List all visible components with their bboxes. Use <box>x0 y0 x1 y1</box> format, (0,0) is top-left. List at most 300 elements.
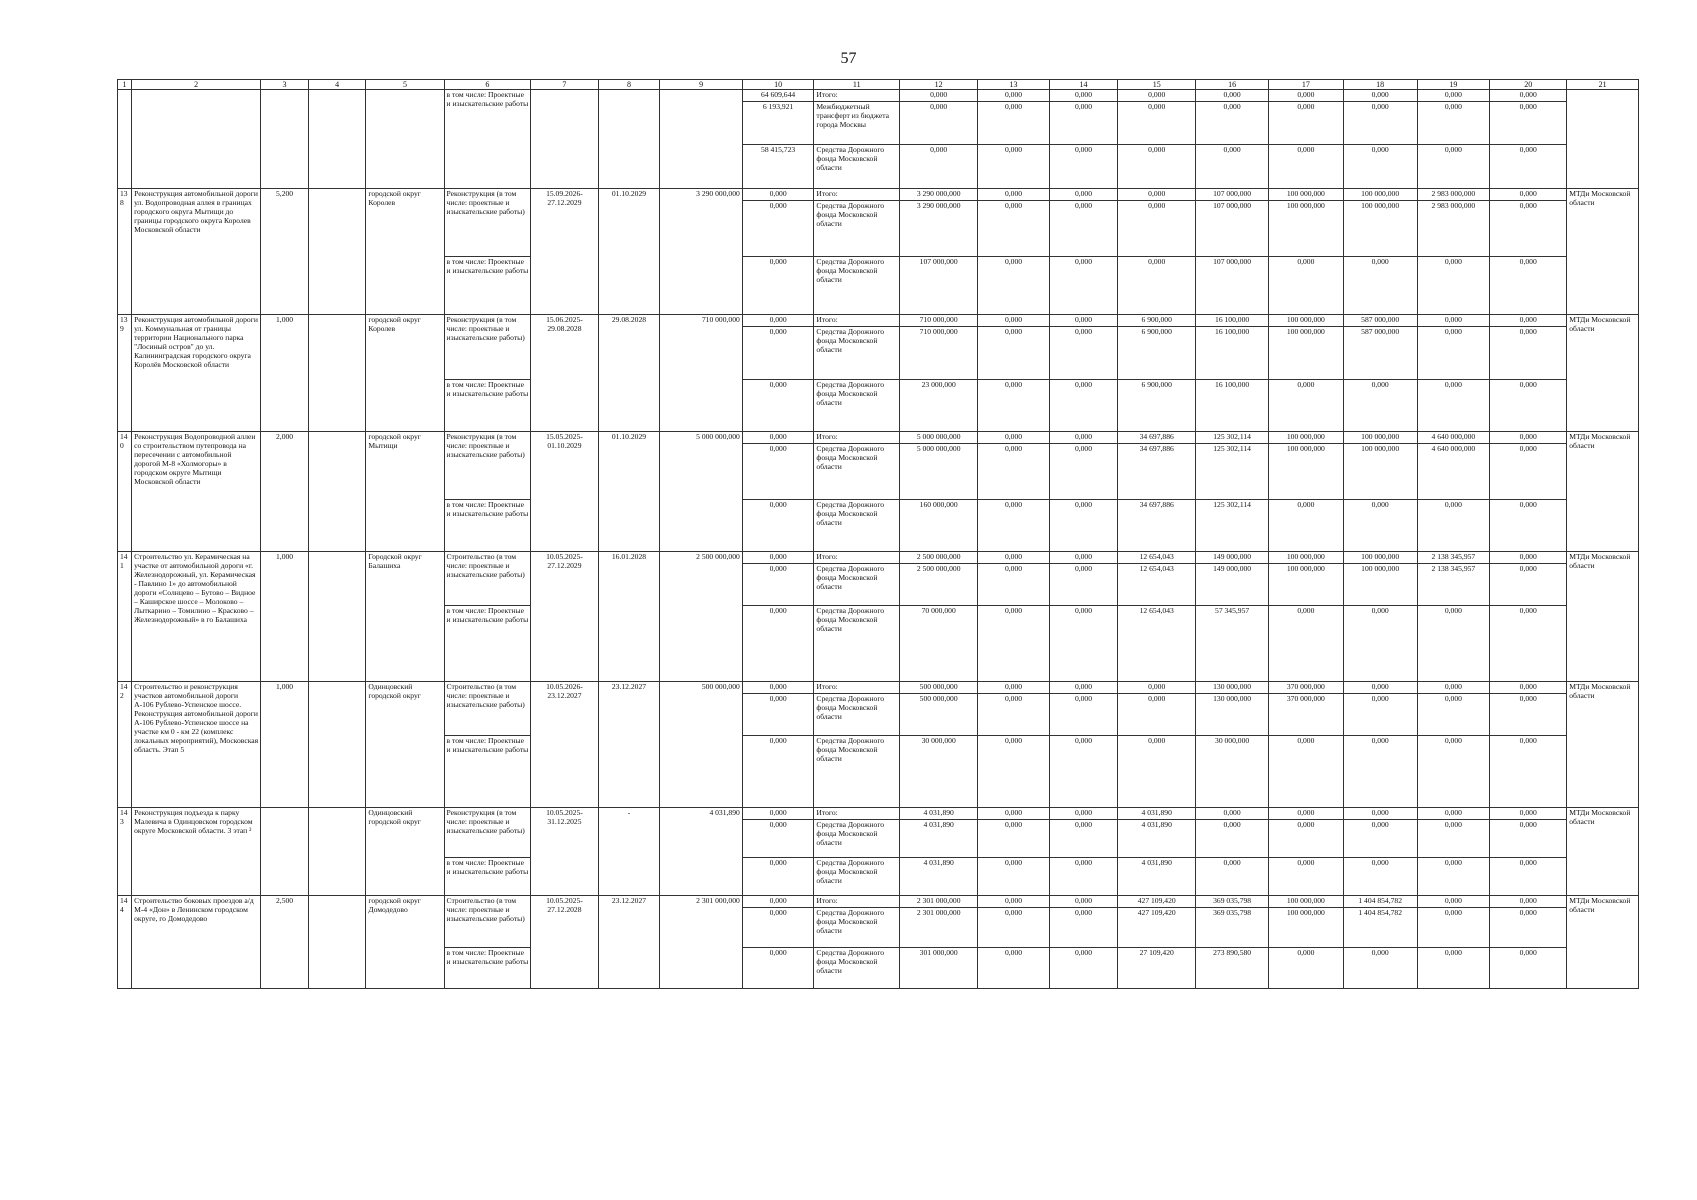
amount-cell: 0,000 <box>1049 500 1117 552</box>
period-cell: 10.05.2025-31.12.2025 <box>531 808 598 896</box>
amount-cell: 0,000 <box>1268 808 1343 820</box>
amount-cell: 0,000 <box>742 380 814 432</box>
amount-cell: 149 000,000 <box>1196 564 1269 606</box>
amount-cell: 1 404 854,782 <box>1343 896 1417 908</box>
table-row <box>118 808 1639 820</box>
municipality-cell: городской округ Королев <box>366 189 444 315</box>
amount-cell: 5 000 000,000 <box>900 444 978 500</box>
amount-cell: 0,000 <box>1049 189 1117 201</box>
amount-cell: 0,000 <box>978 694 1050 736</box>
table-row <box>118 432 1639 444</box>
amount-cell: 0,000 <box>1417 327 1490 380</box>
municipality-cell: городской округ Мытищи <box>366 432 444 552</box>
amount-cell: 0,000 <box>978 736 1050 808</box>
funding-source-cell: Средства Дорожного фонда Московской области <box>814 606 900 682</box>
amount-cell: 0,000 <box>742 257 814 315</box>
amount-cell: 427 109,420 <box>1118 908 1196 948</box>
amount-cell: 0,000 <box>1268 257 1343 315</box>
amount-cell: 0,000 <box>978 257 1050 315</box>
amount-cell: 5 000 000,000 <box>900 432 978 444</box>
amount-cell: 0,000 <box>1490 90 1567 102</box>
funding-source-cell: Итого: <box>814 90 900 102</box>
funding-source-cell: Средства Дорожного фонда Московской области <box>814 500 900 552</box>
amount-cell: 2 301 000,000 <box>900 896 978 908</box>
amount-cell: 0,000 <box>1417 896 1490 908</box>
amount-cell: 6 900,000 <box>1118 315 1196 327</box>
completion-date-cell: 16.01.2028 <box>598 552 660 682</box>
completion-date-cell: 01.10.2029 <box>598 189 660 315</box>
amount-cell: 4 031,890 <box>900 858 978 896</box>
amount-cell: 0,000 <box>978 552 1050 564</box>
amount-cell: 0,000 <box>1490 201 1567 257</box>
amount-cell: 0,000 <box>742 682 814 694</box>
column-number: 21 <box>1567 80 1639 90</box>
amount-cell: 100 000,000 <box>1343 552 1417 564</box>
amount-cell: 427 109,420 <box>1118 896 1196 908</box>
amount-cell: 0,000 <box>1049 896 1117 908</box>
amount-cell: 0,000 <box>1196 858 1269 896</box>
amount-cell: 100 000,000 <box>1268 908 1343 948</box>
amount-cell: 0,000 <box>1490 606 1567 682</box>
amount-cell: 100 000,000 <box>1268 432 1343 444</box>
period-cell: 10.05.2025-27.12.2029 <box>531 552 598 682</box>
amount-cell: 27 109,420 <box>1118 948 1196 989</box>
amount-cell: 0,000 <box>1417 694 1490 736</box>
amount-cell: 0,000 <box>1049 201 1117 257</box>
column-number: 2 <box>132 80 261 90</box>
work-type-cell: в том числе: Проектные и изыскательские работы <box>444 948 531 989</box>
empty-cell <box>1567 90 1639 189</box>
empty-cell <box>261 90 309 189</box>
period-cell: 10.05.2025-27.12.2028 <box>531 896 598 989</box>
amount-cell: 0,000 <box>978 432 1050 444</box>
empty-cell <box>308 552 365 682</box>
amount-cell: 100 000,000 <box>1343 201 1417 257</box>
completion-date-cell: - <box>598 808 660 896</box>
amount-cell: 0,000 <box>1490 257 1567 315</box>
amount-cell: 2 138 345,957 <box>1417 552 1490 564</box>
amount-cell: 0,000 <box>1118 90 1196 102</box>
funding-source-cell: Средства Дорожного фонда Московской области <box>814 908 900 948</box>
amount-cell: 0,000 <box>1490 564 1567 606</box>
period-cell: 15.06.2025-29.08.2028 <box>531 315 598 432</box>
amount-cell: 0,000 <box>978 145 1050 189</box>
project-name-cell: Реконструкция Водопроводной аллеи со строительством путепровода на пересечении с автомобильной дорогой М-8 «Холмогоры» в городском округе Мытищи Московской области <box>132 432 261 552</box>
amount-cell: 0,000 <box>742 564 814 606</box>
amount-cell: 0,000 <box>1343 500 1417 552</box>
amount-cell: 369 035,798 <box>1196 908 1269 948</box>
amount-cell: 0,000 <box>1417 145 1490 189</box>
amount-cell: 0,000 <box>1417 380 1490 432</box>
municipality-cell: городской округ Королев <box>366 315 444 432</box>
amount-cell: 0,000 <box>1490 145 1567 189</box>
amount-cell: 0,000 <box>1343 736 1417 808</box>
amount-cell: 0,000 <box>742 444 814 500</box>
amount-cell: 0,000 <box>1343 694 1417 736</box>
column-number: 10 <box>742 80 814 90</box>
amount-cell: 107 000,000 <box>1196 189 1269 201</box>
amount-cell: 149 000,000 <box>1196 552 1269 564</box>
amount-cell: 0,000 <box>1343 257 1417 315</box>
amount-cell: 3 290 000,000 <box>900 189 978 201</box>
amount-cell: 64 609,644 <box>742 90 814 102</box>
amount-cell: 34 697,886 <box>1118 444 1196 500</box>
empty-cell <box>308 896 365 989</box>
amount-cell: 0,000 <box>742 327 814 380</box>
page-number: 57 <box>840 50 857 67</box>
cost-cell: 2 500 000,000 <box>660 552 742 682</box>
amount-cell: 0,000 <box>978 682 1050 694</box>
funding-source-cell: Средства Дорожного фонда Московской области <box>814 327 900 380</box>
amount-cell: 1 404 854,782 <box>1343 908 1417 948</box>
amount-cell: 0,000 <box>1268 820 1343 858</box>
amount-cell: 0,000 <box>978 908 1050 948</box>
amount-cell: 0,000 <box>1049 552 1117 564</box>
amount-cell: 0,000 <box>1196 808 1269 820</box>
amount-cell: 273 890,580 <box>1196 948 1269 989</box>
executor-cell: МТДи Московской области <box>1567 315 1639 432</box>
amount-cell: 0,000 <box>1196 102 1269 145</box>
work-type-cell: Строительство (в том числе: проектные и изыскательские работы) <box>444 552 531 606</box>
amount-cell: 0,000 <box>1343 820 1417 858</box>
empty-cell <box>308 432 365 552</box>
amount-cell: 0,000 <box>978 102 1050 145</box>
work-type-cell: Реконструкция (в том числе: проектные и изыскательские работы) <box>444 315 531 380</box>
column-number: 13 <box>978 80 1050 90</box>
amount-cell: 0,000 <box>742 896 814 908</box>
funding-source-cell: Средства Дорожного фонда Московской области <box>814 380 900 432</box>
row-number-cell: 140 <box>118 432 132 552</box>
amount-cell: 0,000 <box>978 90 1050 102</box>
funding-source-cell: Средства Дорожного фонда Московской области <box>814 564 900 606</box>
amount-cell: 0,000 <box>1343 145 1417 189</box>
work-type-cell: в том числе: Проектные и изыскательские работы <box>444 606 531 682</box>
amount-cell: 0,000 <box>1490 682 1567 694</box>
table-row <box>118 189 1639 201</box>
amount-cell: 0,000 <box>1490 858 1567 896</box>
amount-cell: 0,000 <box>978 327 1050 380</box>
amount-cell: 0,000 <box>978 444 1050 500</box>
amount-cell: 130 000,000 <box>1196 682 1269 694</box>
amount-cell: 0,000 <box>1049 606 1117 682</box>
column-number: 17 <box>1268 80 1343 90</box>
amount-cell: 100 000,000 <box>1268 189 1343 201</box>
project-name-cell: Строительство и реконструкция участков автомобильной дороги А-106 Рублево-Успенское шоссе. Реконструкция автомобильной дороги А-106 Рублево-Успенское шоссе на участке км 0 - км 22 (комплекс локальных мероприятий), Московская область. Этап 5 <box>132 682 261 808</box>
work-type-cell: в том числе: Проектные и изыскательские работы <box>444 257 531 315</box>
project-name-cell: Строительство ул. Керамическая на участке от автомобильной дороги «г. Железнодорожный, ул. Керамическая - Павлино 1» до автомобильной дороги «Солнцево – Бутово – Видное – Каширское шоссе – Молоково – Лыткарино – Томилино – Красково – Железнодорожный» в го Балашиха <box>132 552 261 682</box>
column-number: 6 <box>444 80 531 90</box>
funding-source-cell: Средства Дорожного фонда Московской области <box>814 201 900 257</box>
amount-cell: 0,000 <box>742 694 814 736</box>
amount-cell: 587 000,000 <box>1343 327 1417 380</box>
completion-date-cell: 29.08.2028 <box>598 315 660 432</box>
funding-source-cell: Средства Дорожного фонда Московской области <box>814 694 900 736</box>
completion-date-cell: 01.10.2029 <box>598 432 660 552</box>
period-cell: 15.05.2025-01.10.2029 <box>531 432 598 552</box>
amount-cell: 0,000 <box>1417 820 1490 858</box>
amount-cell: 0,000 <box>1490 808 1567 820</box>
amount-cell: 0,000 <box>742 552 814 564</box>
amount-cell: 0,000 <box>1343 380 1417 432</box>
amount-cell: 0,000 <box>978 201 1050 257</box>
column-number: 18 <box>1343 80 1417 90</box>
amount-cell: 0,000 <box>1490 327 1567 380</box>
amount-cell: 0,000 <box>1490 500 1567 552</box>
empty-cell <box>660 90 742 189</box>
column-number: 1 <box>118 80 132 90</box>
amount-cell: 0,000 <box>1049 948 1117 989</box>
amount-cell: 0,000 <box>1049 432 1117 444</box>
cost-cell: 500 000,000 <box>660 682 742 808</box>
completion-date-cell: 23.12.2027 <box>598 896 660 989</box>
amount-cell: 0,000 <box>742 500 814 552</box>
amount-cell: 0,000 <box>978 500 1050 552</box>
amount-cell: 370 000,000 <box>1268 682 1343 694</box>
amount-cell: 0,000 <box>1343 90 1417 102</box>
empty-cell <box>308 90 365 189</box>
amount-cell: 0,000 <box>742 736 814 808</box>
amount-cell: 2 500 000,000 <box>900 552 978 564</box>
empty-cell <box>598 90 660 189</box>
amount-cell: 0,000 <box>978 606 1050 682</box>
municipality-cell: городской округ Домодедово <box>366 896 444 989</box>
amount-cell: 0,000 <box>1196 90 1269 102</box>
empty-cell <box>531 90 598 189</box>
completion-date-cell: 23.12.2027 <box>598 682 660 808</box>
amount-cell: 0,000 <box>1417 102 1490 145</box>
amount-cell: 70 000,000 <box>900 606 978 682</box>
executor-cell: МТДи Московской области <box>1567 682 1639 808</box>
amount-cell: 0,000 <box>1417 500 1490 552</box>
funding-source-cell: Итого: <box>814 552 900 564</box>
amount-cell: 370 000,000 <box>1268 694 1343 736</box>
amount-cell: 0,000 <box>1118 201 1196 257</box>
amount-cell: 0,000 <box>1417 908 1490 948</box>
funding-source-cell: Итого: <box>814 189 900 201</box>
work-type-cell: Строительство (в том числе: проектные и изыскательские работы) <box>444 896 531 948</box>
column-number: 20 <box>1490 80 1567 90</box>
executor-cell: МТДи Московской области <box>1567 189 1639 315</box>
table-row <box>118 315 1639 327</box>
amount-cell: 0,000 <box>1268 948 1343 989</box>
amount-cell: 100 000,000 <box>1268 315 1343 327</box>
column-number: 9 <box>660 80 742 90</box>
amount-cell: 0,000 <box>1490 432 1567 444</box>
cost-cell: 5 000 000,000 <box>660 432 742 552</box>
amount-cell: 0,000 <box>900 145 978 189</box>
amount-cell: 34 697,886 <box>1118 432 1196 444</box>
amount-cell: 0,000 <box>1049 380 1117 432</box>
length-cell: 1,000 <box>261 315 309 432</box>
amount-cell: 0,000 <box>1118 145 1196 189</box>
amount-cell: 0,000 <box>1118 736 1196 808</box>
amount-cell: 0,000 <box>1417 257 1490 315</box>
amount-cell: 0,000 <box>1417 858 1490 896</box>
amount-cell: 30 000,000 <box>900 736 978 808</box>
amount-cell: 100 000,000 <box>1268 444 1343 500</box>
project-name-cell: Реконструкция автомобильной дороги ул. Водопроводная аллея в границах городского округа Мытищи до границы городского округа Королев Московской области <box>132 189 261 315</box>
amount-cell: 4 031,890 <box>900 820 978 858</box>
cost-cell: 4 031,890 <box>660 808 742 896</box>
amount-cell: 0,000 <box>1118 189 1196 201</box>
work-type-cell: Реконструкция (в том числе: проектные и изыскательские работы) <box>444 432 531 500</box>
funding-source-cell: Межбюджетный трансферт из бюджета города Москвы <box>814 102 900 145</box>
amount-cell: 0,000 <box>1490 189 1567 201</box>
amount-cell: 0,000 <box>1049 858 1117 896</box>
amount-cell: 587 000,000 <box>1343 315 1417 327</box>
amount-cell: 125 302,114 <box>1196 444 1269 500</box>
amount-cell: 0,000 <box>1049 682 1117 694</box>
empty-cell <box>308 315 365 432</box>
amount-cell: 4 031,890 <box>1118 858 1196 896</box>
amount-cell: 0,000 <box>742 948 814 989</box>
amount-cell: 500 000,000 <box>900 682 978 694</box>
funding-source-cell: Средства Дорожного фонда Московской области <box>814 444 900 500</box>
amount-cell: 100 000,000 <box>1343 189 1417 201</box>
amount-cell: 57 345,957 <box>1196 606 1269 682</box>
funding-source-cell: Средства Дорожного фонда Московской области <box>814 948 900 989</box>
amount-cell: 6 900,000 <box>1118 327 1196 380</box>
amount-cell: 0,000 <box>978 948 1050 989</box>
amount-cell: 100 000,000 <box>1268 564 1343 606</box>
amount-cell: 0,000 <box>1268 380 1343 432</box>
amount-cell: 0,000 <box>742 808 814 820</box>
amount-cell: 0,000 <box>978 808 1050 820</box>
table-row <box>118 682 1639 694</box>
work-type-cell: в том числе: Проектные и изыскательские работы <box>444 90 531 189</box>
work-type-cell: в том числе: Проектные и изыскательские работы <box>444 858 531 896</box>
amount-cell: 12 654,043 <box>1118 564 1196 606</box>
amount-cell: 2 301 000,000 <box>900 908 978 948</box>
work-type-cell: Реконструкция (в том числе: проектные и изыскательские работы) <box>444 808 531 858</box>
table-row <box>118 90 1639 102</box>
amount-cell: 125 302,114 <box>1196 432 1269 444</box>
amount-cell: 0,000 <box>1049 145 1117 189</box>
amount-cell: 0,000 <box>900 102 978 145</box>
amount-cell: 0,000 <box>1049 736 1117 808</box>
column-number: 15 <box>1118 80 1196 90</box>
column-number-row <box>118 80 1639 90</box>
amount-cell: 0,000 <box>1268 736 1343 808</box>
funding-source-cell: Итого: <box>814 896 900 908</box>
amount-cell: 0,000 <box>1417 808 1490 820</box>
amount-cell: 0,000 <box>978 820 1050 858</box>
funding-source-cell: Средства Дорожного фонда Московской области <box>814 820 900 858</box>
empty-cell <box>308 808 365 896</box>
amount-cell: 0,000 <box>1049 820 1117 858</box>
amount-cell: 0,000 <box>1268 145 1343 189</box>
amount-cell: 0,000 <box>1490 694 1567 736</box>
amount-cell: 0,000 <box>978 189 1050 201</box>
amount-cell: 0,000 <box>1049 564 1117 606</box>
amount-cell: 2 983 000,000 <box>1417 189 1490 201</box>
funding-source-cell: Средства Дорожного фонда Московской области <box>814 257 900 315</box>
empty-cell <box>118 90 132 189</box>
amount-cell: 0,000 <box>742 908 814 948</box>
amount-cell: 0,000 <box>1417 90 1490 102</box>
funding-source-cell: Итого: <box>814 682 900 694</box>
executor-cell: МТДи Московской области <box>1567 808 1639 896</box>
funding-source-cell: Средства Дорожного фонда Московской области <box>814 145 900 189</box>
executor-cell: МТДи Московской области <box>1567 552 1639 682</box>
row-number-cell: 141 <box>118 552 132 682</box>
amount-cell: 0,000 <box>1490 820 1567 858</box>
amount-cell: 0,000 <box>1490 908 1567 948</box>
cost-cell: 710 000,000 <box>660 315 742 432</box>
amount-cell: 0,000 <box>1196 820 1269 858</box>
amount-cell: 0,000 <box>1417 315 1490 327</box>
row-number-cell: 144 <box>118 896 132 989</box>
project-name-cell: Реконструкция подъезда к парку Малевича в Одинцовском городском округе Московской области. 3 этап ² <box>132 808 261 896</box>
amount-cell: 34 697,886 <box>1118 500 1196 552</box>
municipality-cell: Одинцовский городской округ <box>366 682 444 808</box>
amount-cell: 0,000 <box>1343 808 1417 820</box>
row-number-cell: 138 <box>118 189 132 315</box>
amount-cell: 100 000,000 <box>1268 201 1343 257</box>
period-cell: 15.09.2026-27.12.2029 <box>531 189 598 315</box>
amount-cell: 0,000 <box>1343 858 1417 896</box>
amount-cell: 369 035,798 <box>1196 896 1269 908</box>
amount-cell: 0,000 <box>742 315 814 327</box>
amount-cell: 4 640 000,000 <box>1417 432 1490 444</box>
amount-cell: 0,000 <box>978 380 1050 432</box>
amount-cell: 0,000 <box>1490 380 1567 432</box>
column-number: 5 <box>366 80 444 90</box>
amount-cell: 0,000 <box>742 201 814 257</box>
municipality-cell: Одинцовский городской округ <box>366 808 444 896</box>
row-number-cell: 139 <box>118 315 132 432</box>
amount-cell: 100 000,000 <box>1268 896 1343 908</box>
column-number: 12 <box>900 80 978 90</box>
amount-cell: 0,000 <box>1118 694 1196 736</box>
amount-cell: 4 640 000,000 <box>1417 444 1490 500</box>
amount-cell: 4 031,890 <box>1118 808 1196 820</box>
amount-cell: 0,000 <box>1490 552 1567 564</box>
amount-cell: 0,000 <box>1118 102 1196 145</box>
empty-cell <box>308 189 365 315</box>
amount-cell: 0,000 <box>1049 694 1117 736</box>
amount-cell: 0,000 <box>1268 858 1343 896</box>
work-type-cell: в том числе: Проектные и изыскательские работы <box>444 736 531 808</box>
length-cell: 2,500 <box>261 896 309 989</box>
amount-cell: 0,000 <box>978 858 1050 896</box>
amount-cell: 710 000,000 <box>900 315 978 327</box>
amount-cell: 2 983 000,000 <box>1417 201 1490 257</box>
amount-cell: 100 000,000 <box>1268 552 1343 564</box>
amount-cell: 0,000 <box>1490 948 1567 989</box>
amount-cell: 100 000,000 <box>1343 564 1417 606</box>
length-cell: 1,000 <box>261 682 309 808</box>
amount-cell: 301 000,000 <box>900 948 978 989</box>
amount-cell: 4 031,890 <box>900 808 978 820</box>
amount-cell: 500 000,000 <box>900 694 978 736</box>
municipality-cell: Городской округ Балашиха <box>366 552 444 682</box>
amount-cell: 0,000 <box>1343 682 1417 694</box>
amount-cell: 0,000 <box>1049 908 1117 948</box>
column-number: 16 <box>1196 80 1269 90</box>
amount-cell: 3 290 000,000 <box>900 201 978 257</box>
funding-source-cell: Итого: <box>814 432 900 444</box>
amount-cell: 58 415,723 <box>742 145 814 189</box>
amount-cell: 0,000 <box>1417 736 1490 808</box>
funding-source-cell: Средства Дорожного фонда Московской области <box>814 858 900 896</box>
amount-cell: 100 000,000 <box>1268 327 1343 380</box>
amount-cell: 125 302,114 <box>1196 500 1269 552</box>
cost-cell: 2 301 000,000 <box>660 896 742 989</box>
amount-cell: 160 000,000 <box>900 500 978 552</box>
amount-cell: 0,000 <box>1490 736 1567 808</box>
amount-cell: 0,000 <box>1490 315 1567 327</box>
